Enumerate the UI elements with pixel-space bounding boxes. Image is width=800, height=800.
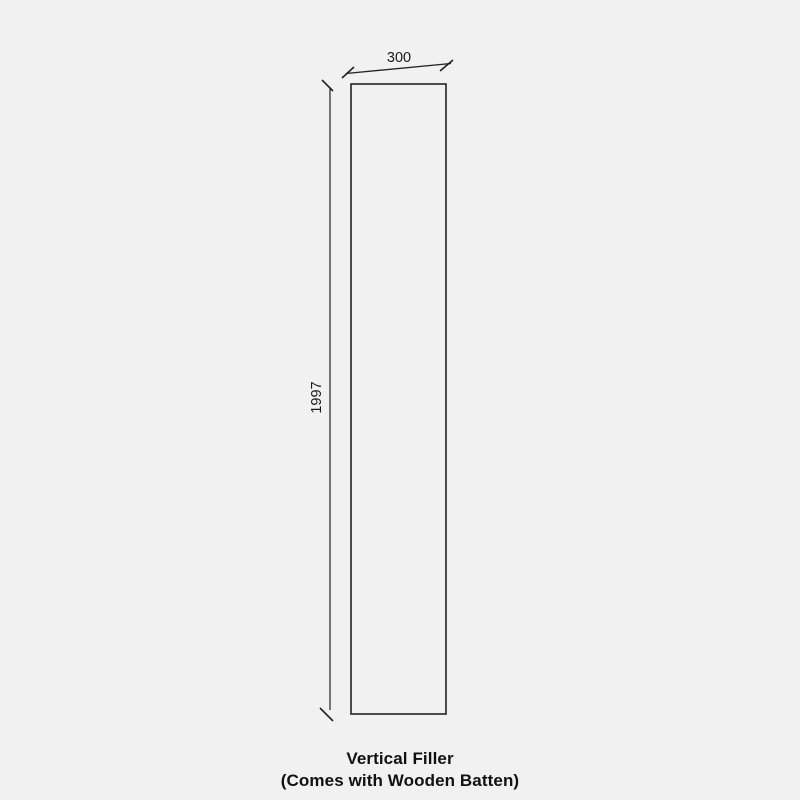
width-dimension-tick-right	[440, 60, 453, 71]
caption-subtitle: (Comes with Wooden Batten)	[280, 771, 520, 790]
height-dimension	[309, 80, 333, 721]
width-dimension-label: 300	[386, 50, 412, 66]
diagram-caption	[0, 748, 800, 792]
filler-panel-outline	[351, 84, 446, 714]
height-dimension-tick-bottom	[320, 708, 333, 721]
width-dimension	[342, 50, 453, 78]
height-dimension-label: 1997	[309, 381, 325, 414]
height-dimension-tick-top	[322, 80, 333, 91]
caption-title: Vertical Filler	[346, 749, 454, 768]
